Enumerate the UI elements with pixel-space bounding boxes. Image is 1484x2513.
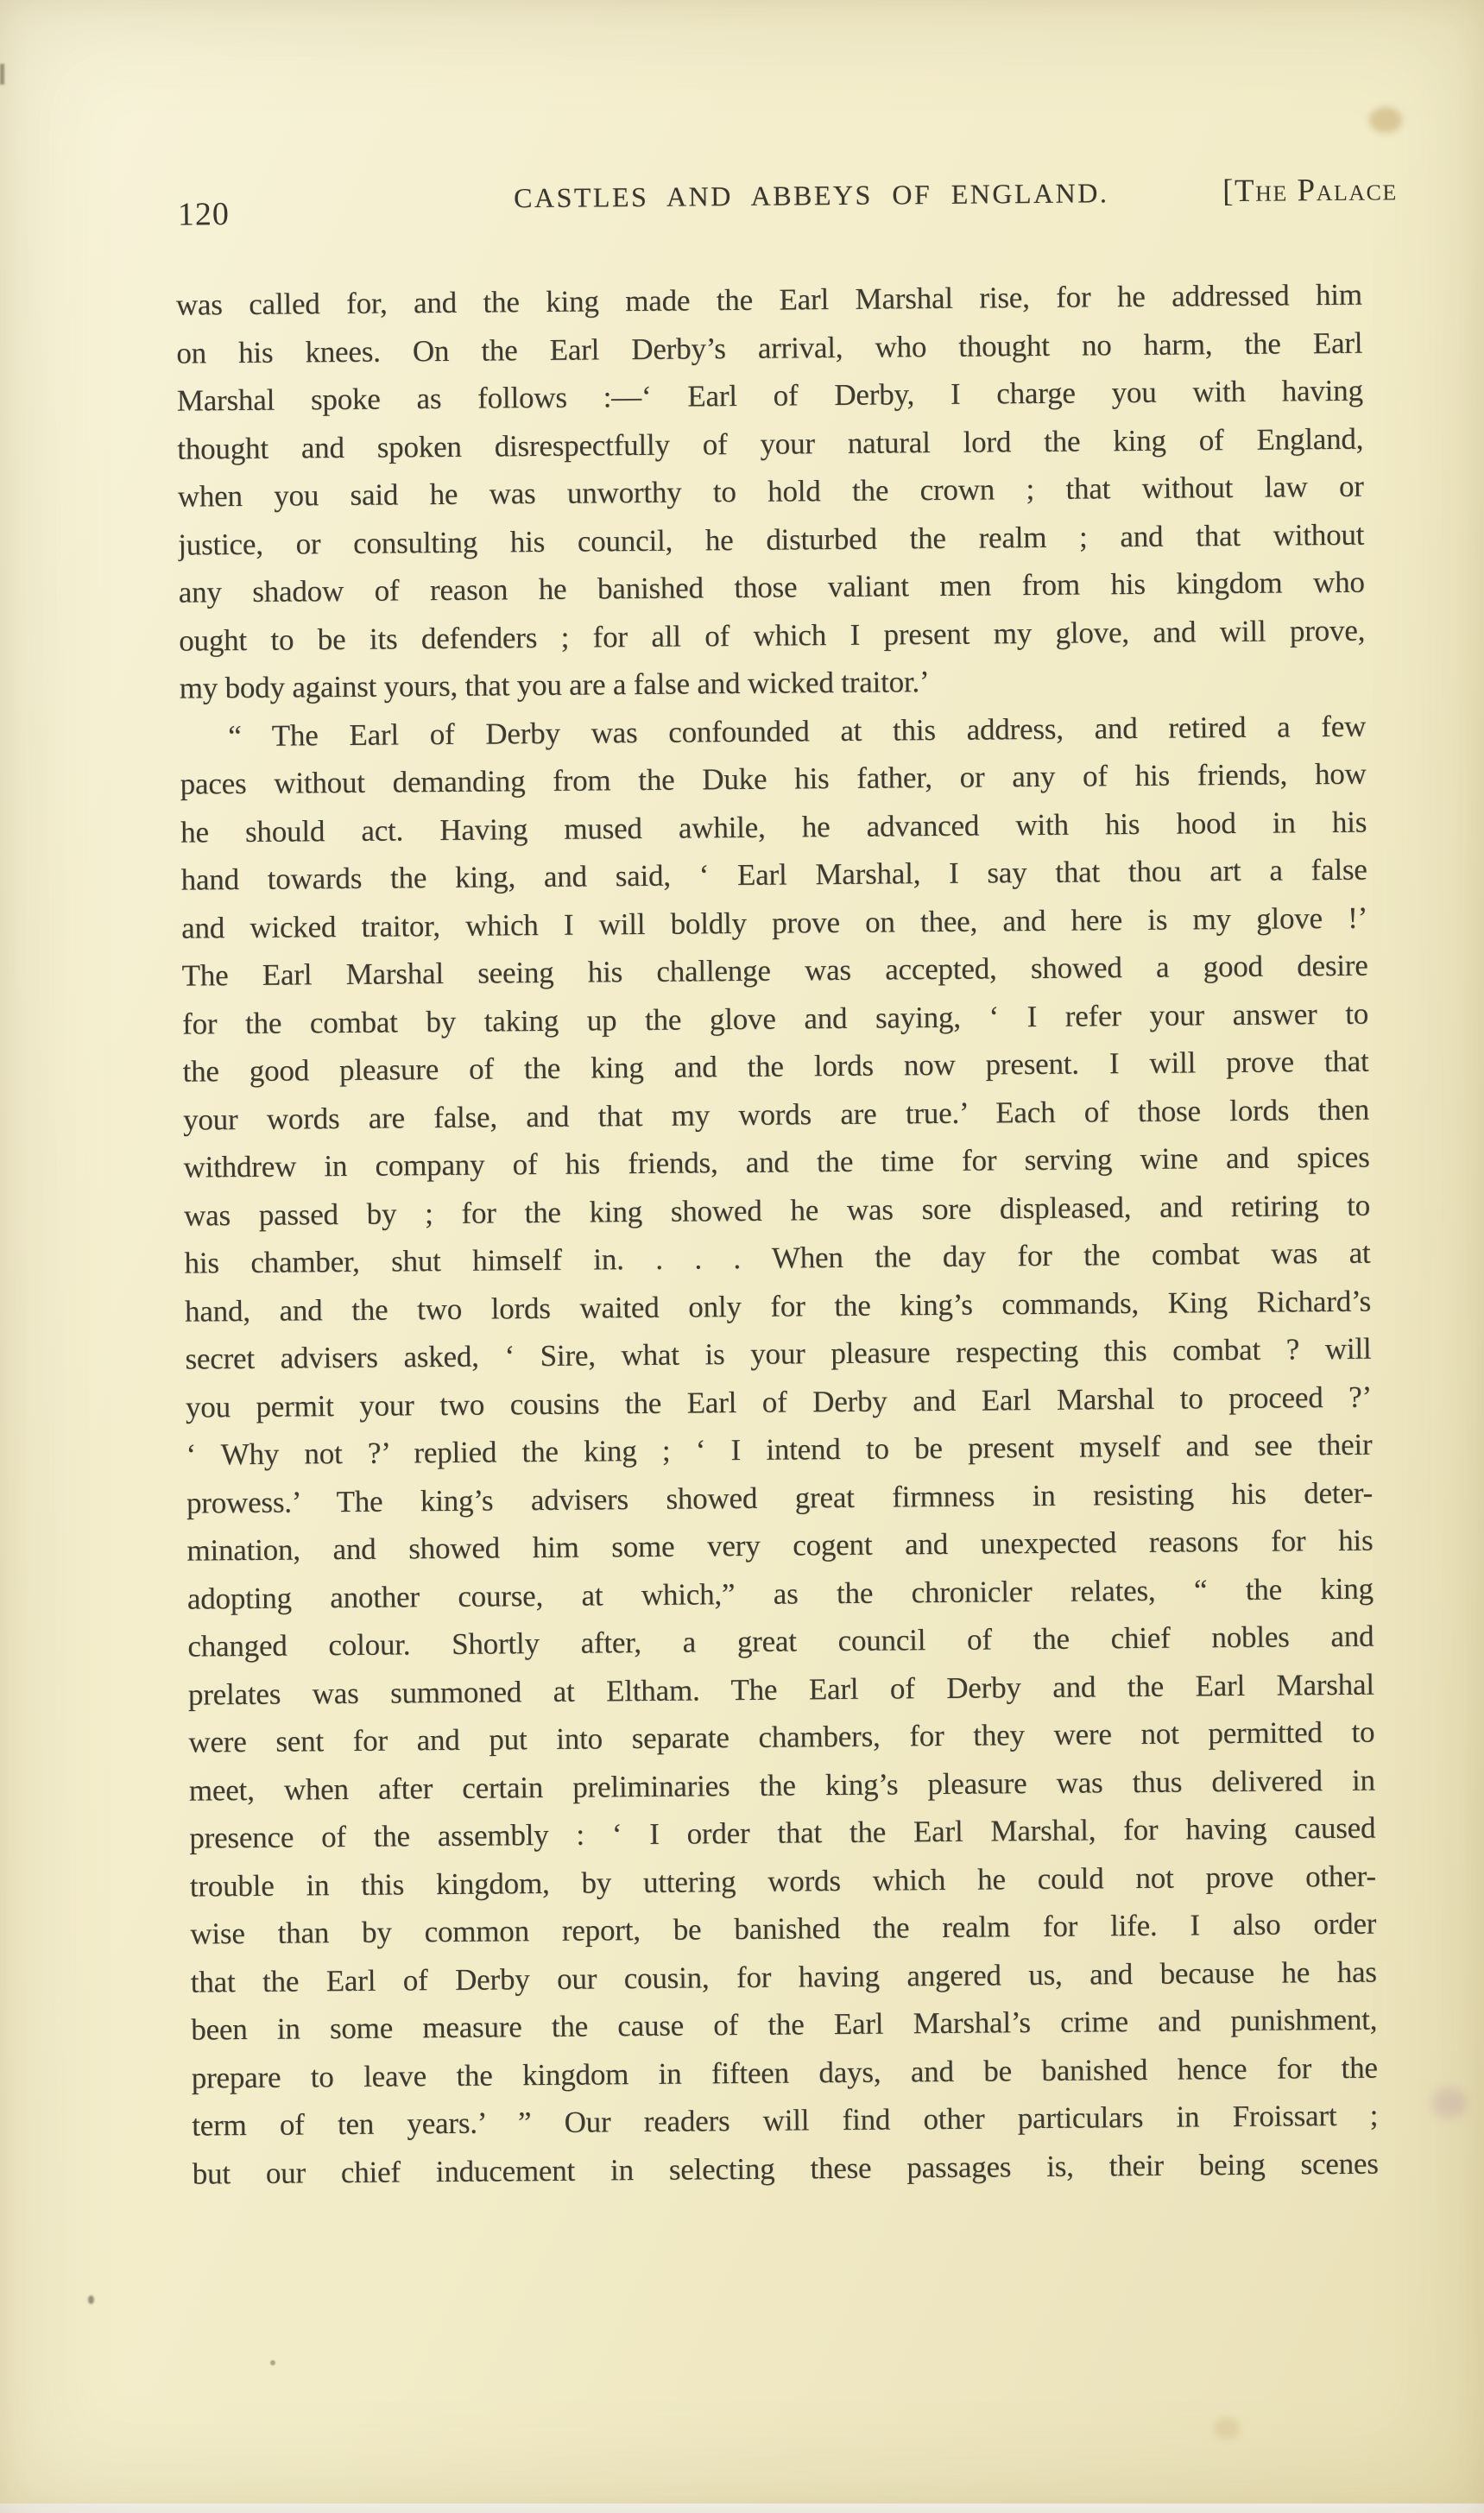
page-number: 120 <box>177 196 230 233</box>
text-line: “ The Earl of Derby was confounded at this address, and retired a few <box>228 709 1367 753</box>
text-line: presence of the assembly : ‘ I order that the Earl Marshal, for having caused <box>189 1810 1376 1855</box>
running-title: CASTLES AND ABBEYS OF ENGLAND. <box>513 177 1109 214</box>
text-line: the good pleasure of the king and the lords now present. I will prove that <box>182 1044 1369 1089</box>
text-line: adopting another course, at which,” as the chronicler relates, “ the king <box>186 1571 1374 1616</box>
text-line: thought and spoken disrespectfully of your natural lord the king of England, <box>177 421 1364 466</box>
text-line: my body against yours, that you are a false and wicked traitor.’ <box>179 665 930 705</box>
text-line: his chamber, shut himself in. . . . When the day for the combat was at <box>184 1235 1371 1280</box>
text-line: prelates was summoned at Eltham. The Earl of Derby and the Earl Marshal <box>187 1667 1375 1712</box>
text-line: prepare to leave the kingdom in fifteen days, and be banished hence for the <box>191 2050 1378 2095</box>
text-line: he should act. Having mused awhile, he advanced with his hood in his <box>180 805 1367 849</box>
text-line: ought to be its defenders ; for all of which I present my glove, and will prove, <box>179 613 1366 658</box>
scan-edge <box>0 2504 1484 2513</box>
text-line: mination, and showed him some very cogent and unexpected reasons for his <box>186 1523 1373 1568</box>
text-line: your words are false, and that my words are true.’ Each of those lords then <box>182 1092 1370 1137</box>
text-line: you permit your two cousins the Earl of Derby and Earl Marshal to proceed ?’ <box>185 1380 1373 1424</box>
text-line: trouble in this kingdom, by uttering words which he could not prove other- <box>189 1859 1376 1904</box>
text-line: when you said he was unworthy to hold the crown ; that without law or <box>177 469 1364 514</box>
text-line: but our chief inducement in selecting these passages is, their being scenes <box>192 2146 1379 2191</box>
body-text <box>176 271 1379 2198</box>
text-line: for the combat by taking up the glove and saying, ‘ I refer your answer to <box>181 996 1369 1041</box>
text-line: and wicked traitor, which I will boldly prove on thee, and here is my glove !’ <box>180 900 1368 945</box>
text-line: paces without demanding from the Duke his father, or any of his friends, how <box>180 756 1367 801</box>
text-line: on his knees. On the Earl Derby’s arrival, who thought no harm, the Earl <box>176 325 1363 370</box>
text-line: prowess.’ The king’s advisers showed great firmness in resisting his deter- <box>186 1475 1373 1520</box>
text-line: any shadow of reason he banished those valiant men from his kingdom who <box>178 565 1365 609</box>
text-line: term of ten years.’ ” Our readers will find other particulars in Froissart ; <box>192 2098 1379 2143</box>
text-line: meet, when after certain preliminaries the king’s pleasure was thus delivered in <box>188 1763 1375 1808</box>
text-line: were sent for and put into separate chambers, for they were not permitted to <box>188 1714 1375 1759</box>
text-line: justice, or consulting his council, he disturbed the realm ; and that without <box>178 517 1365 562</box>
header-section-label: [The Palace <box>1222 172 1398 210</box>
text-line: was passed by ; for the king showed he was sore displeased, and retiring to <box>183 1188 1371 1233</box>
text-line: that the Earl of Derby our cousin, for having angered us, and because he has <box>190 1954 1377 1999</box>
text-line: withdrew in company of his friends, and the time for serving wine and spices <box>183 1140 1370 1184</box>
text-line: changed colour. Shortly after, a great council of the chief nobles and <box>187 1619 1374 1664</box>
page-edge-notch <box>0 64 4 85</box>
text-line: hand towards the king, and said, ‘ Earl Marshal, I say that thou art a false <box>180 852 1367 897</box>
text-line: The Earl Marshal seeing his challenge was accepted, showed a good desire <box>181 948 1368 993</box>
text-line: was called for, and the king made the Earl Marshal rise, for he addressed him <box>175 277 1362 322</box>
text-line: been in some measure the cause of the Earl Marshal’s crime and punishment, <box>191 2002 1378 2047</box>
text-line: ‘ Why not ?’ replied the king ; ‘ I intend to be present myself and see their <box>186 1427 1373 1472</box>
text-line: wise than by common report, be banished the realm for life. I also order <box>190 1906 1377 1951</box>
text-line: secret advisers asked, ‘ Sire, what is your pleasure respecting this combat ? will <box>185 1331 1372 1376</box>
text-line: hand, and the two lords waited only for the king’s commands, King Richard’s <box>184 1284 1372 1329</box>
text-line: Marshal spoke as follows :—‘ Earl of Derby, I charge you with having <box>176 373 1363 418</box>
